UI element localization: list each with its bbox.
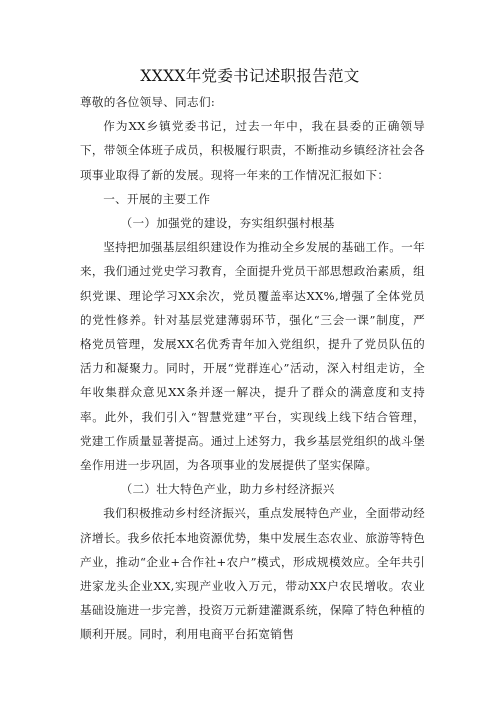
subsection-heading-industry: （二）壮大特色产业，助力乡村经济振兴 [120, 482, 335, 497]
industry-paragraph: 我们积极推动乡村经济振兴，重点发展特色产业，全面带动经济增长。我乡依托本地资源优势，集中发展生态农业、旅游等特色产业，推动“企业+合作社+农户”模式，形成规模效应。全年共引进家龙头企业XX,实现产业收入万元，带动XX户农民增收。农业基础设施进一步完善，投资万元新建灌溉系统，保障了特色种植的顺利开展。同时，利用电商平台拓宽销售 [80, 506, 425, 642]
subsection-heading-party-building: （一）加强党的建设，夯实组织强村根基 [120, 216, 335, 231]
document-title: XXXX年党委书记述职报告范文 [140, 67, 360, 85]
greeting-line: 尊敬的各位领导、同志们: [80, 95, 216, 109]
party-building-paragraph: 坚持把加强基层组织建设作为推动全乡发展的基础工作。一年来，我们通过党史学习教育，全面提升党员干部思想政治素质，组织党课、理论学习XX余次，党员覆盖率达XX%,增强了全体党员的党性修养。针对基层党建薄弱环节，强化“三会一课”制度，严格党员管理，发展XX名优秀青年加入党组织，提升了党员队伍的活力和凝聚力。同时，开展“党群连心”活动，深入村组走访，全年收集群众意见XX条并逐一解决，提升了群众的满意度和支持率。此外，我们引入“智慧党建”平台，实现线上线下结合管理，党建工作质量显著提高。通过上述努力，我乡基层党组织的战斗堡垒作用进一步巩固，为各项事业的发展提供了坚实保障。 [80, 240, 425, 473]
section-heading-main-work: 一、开展的主要工作 [103, 191, 211, 206]
intro-paragraph: 作为XX乡镇党委书记，过去一年中，我在县委的正确领导下，带领全体班子成员，积极履行职责，不断推动乡镇经济社会各项事业取得了新的发展。现将一年来的工作情况汇报如下： [80, 119, 425, 182]
document-body [80, 90, 425, 647]
